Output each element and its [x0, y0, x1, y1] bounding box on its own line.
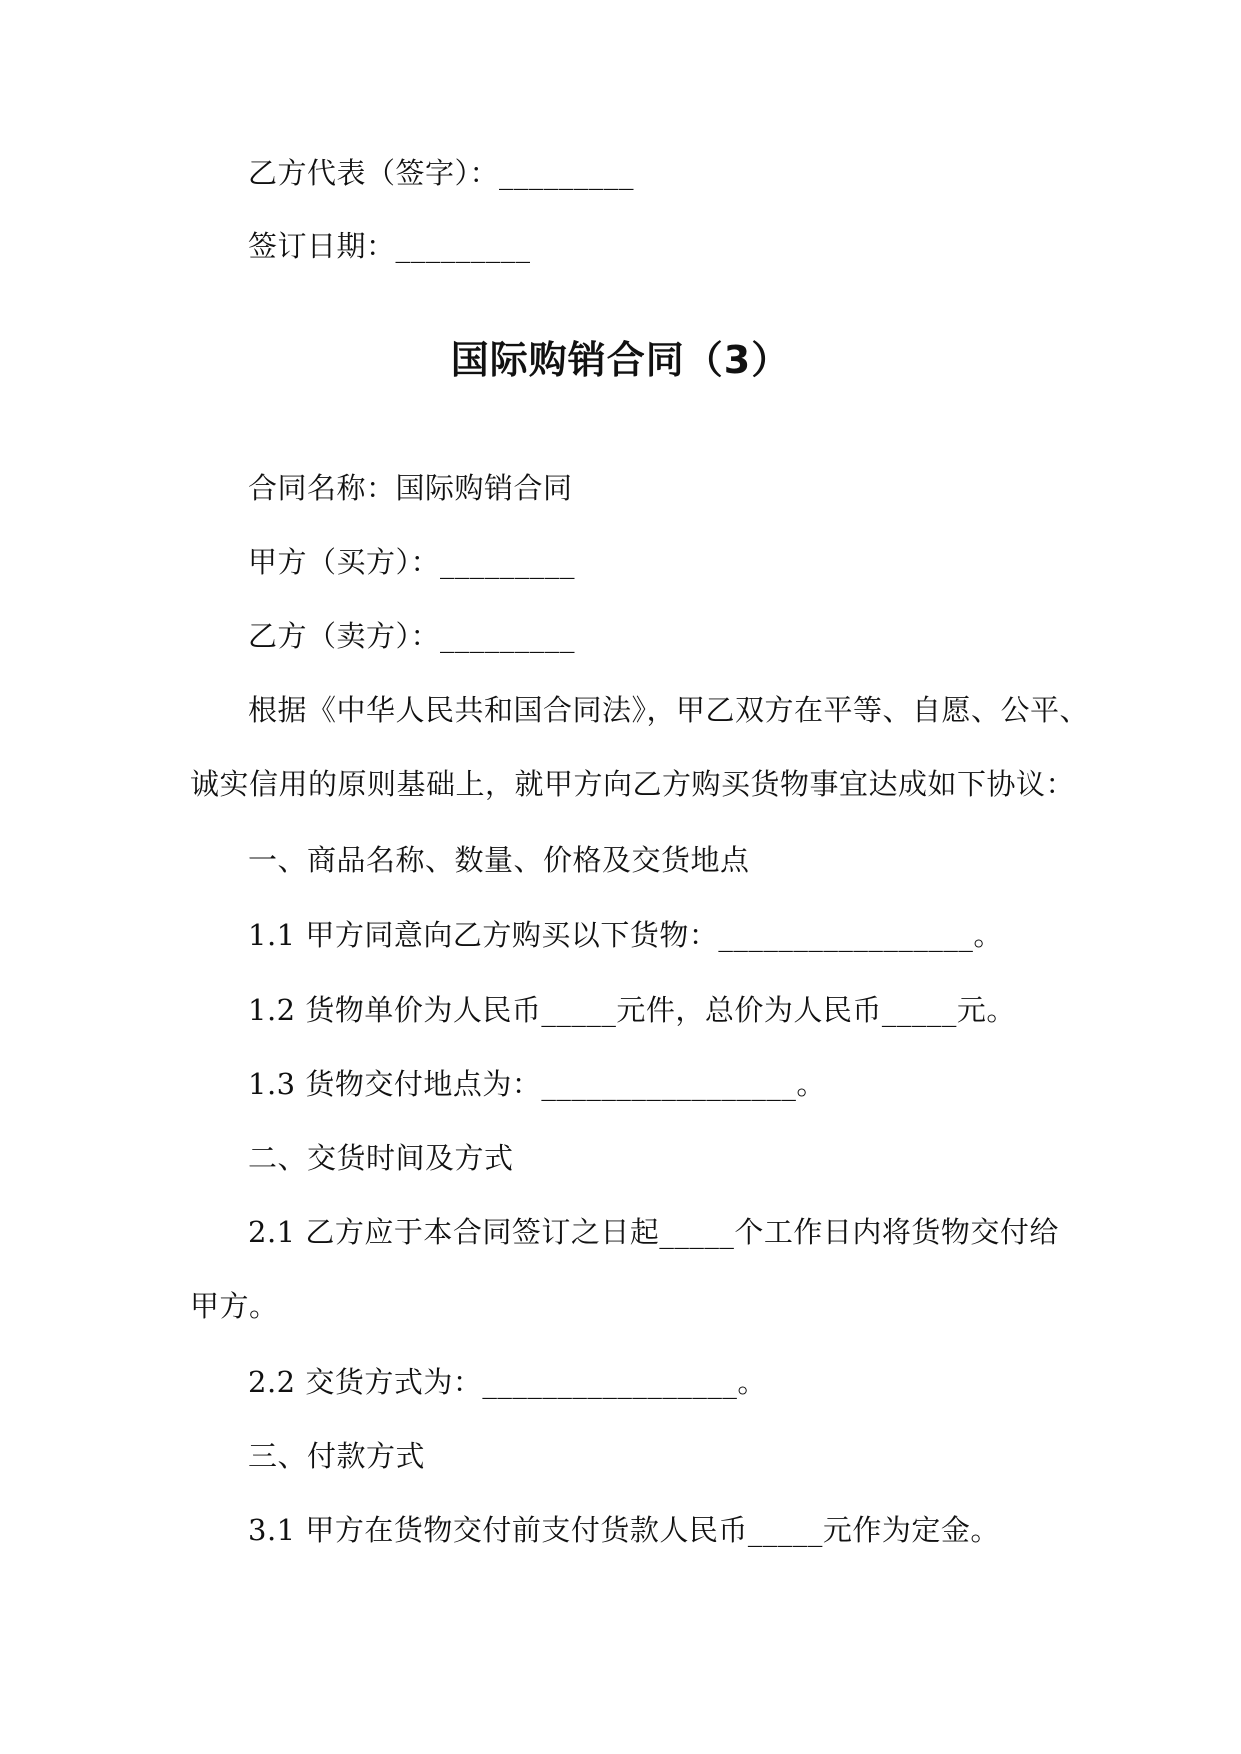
- clause-3-1: 3.1 甲方在货物交付前支付货款人民币_____元作为定金。: [248, 1513, 1000, 1547]
- clause-1-1: 1.1 甲方同意向乙方购买以下货物：_________________。: [248, 918, 1003, 952]
- signing-date-line: 签订日期：_________: [248, 229, 531, 263]
- clause-2-1-line-2: 甲方。: [190, 1289, 279, 1323]
- clause-2-1-line-1: 2.1 乙方应于本合同签订之日起_____个工作日内将货物交付给: [248, 1215, 1059, 1249]
- clause-1-2: 1.2 货物单价为人民币_____元件，总价为人民币_____元。: [248, 993, 1016, 1027]
- contract-title: 国际购销合同（3）: [450, 338, 791, 382]
- clause-1-3: 1.3 货物交付地点为：_________________。: [248, 1067, 826, 1101]
- preamble-line-2: 诚实信用的原则基础上，就甲方向乙方购买货物事宜达成如下协议：: [190, 767, 1076, 801]
- party-b-representative-signature-line: 乙方代表（签字）：_________: [248, 156, 635, 190]
- section-1-heading: 一、商品名称、数量、价格及交货地点: [248, 843, 750, 877]
- contract-name-line: 合同名称：国际购销合同: [248, 471, 573, 505]
- clause-2-2: 2.2 交货方式为：_________________。: [248, 1365, 767, 1399]
- section-3-heading: 三、付款方式: [248, 1439, 426, 1473]
- party-b-line: 乙方（卖方）：_________: [248, 619, 576, 653]
- section-2-heading: 二、交货时间及方式: [248, 1141, 514, 1175]
- party-a-line: 甲方（买方）：_________: [248, 545, 576, 579]
- preamble-line-1: 根据《中华人民共和国合同法》，甲乙双方在平等、自愿、公平、: [248, 693, 1090, 727]
